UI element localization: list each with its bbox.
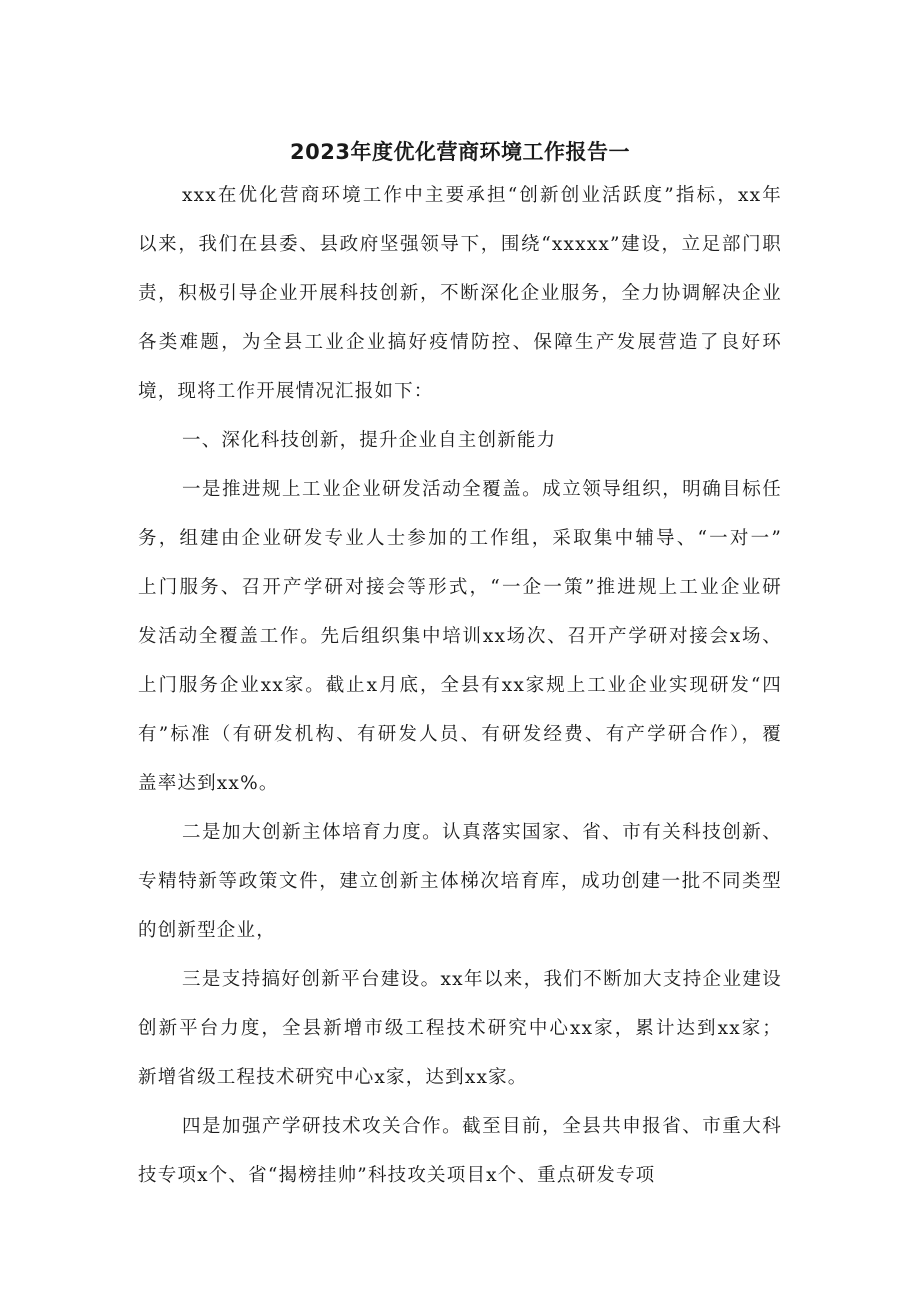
paragraph-line: xxx在优化营商环境工作中主要承担“创新创业活跃度”指标，xx年 — [182, 185, 782, 206]
paragraph-line: 上门服务、召开产学研对接会等形式，“一企一策”推进规上工业企业研 — [138, 577, 782, 598]
paragraph-line: 发活动全覆盖工作。先后组织集中培训xx场次、召开产学研对接会x场、 — [138, 626, 782, 647]
paragraph-line: 盖率达到xx%。 — [138, 773, 279, 794]
paragraph-line: 一是推进规上工业企业研发活动全覆盖。成立领导组织，明确目标任 — [182, 479, 782, 500]
paragraph-line: 的创新型企业， — [138, 920, 276, 941]
paragraph-line: 境，现将工作开展情况汇报如下： — [138, 381, 434, 402]
paragraph-line: 四是加强产学研技术攻关合作。截至目前，全县共申报省、市重大科 — [182, 1116, 782, 1137]
paragraph-line: 务，组建由企业研发专业人士参加的工作组，采取集中辅导、“一对一” — [138, 528, 782, 549]
paragraph-line: 专精特新等政策文件，建立创新主体梯次培育库，成功创建一批不同类型 — [138, 871, 782, 892]
paragraph-line: 新增省级工程技术研究中心x家，达到xx家。 — [138, 1067, 528, 1088]
section-heading: 一、深化科技创新，提升企业自主创新能力 — [182, 430, 557, 451]
paragraph-line: 三是支持搞好创新平台建设。xx年以来，我们不断加大支持企业建设 — [182, 969, 782, 990]
paragraph-line: 责，积极引导企业开展科技创新，不断深化企业服务，全力协调解决企业 — [138, 283, 782, 304]
paragraph-line: 以来，我们在县委、县政府坚强领导下，围绕“xxxxx”建设，立足部门职 — [138, 234, 782, 255]
document-title: 2023年度优化营商环境工作报告一 — [290, 140, 630, 164]
paragraph-line: 有”标准（有研发机构、有研发人员、有研发经费、有产学研合作），覆 — [138, 724, 782, 745]
paragraph-line: 上门服务企业xx家。截止x月底，全县有xx家规上工业企业实现研发“四 — [138, 675, 782, 696]
paragraph-line: 各类难题，为全县工业企业搞好疫情防控、保障生产发展营造了良好环 — [138, 332, 782, 353]
paragraph-line: 技专项x个、省“揭榜挂帅”科技攻关项目x个、重点研发专项 — [138, 1165, 656, 1186]
paragraph-line: 创新平台力度，全县新增市级工程技术研究中心xx家，累计达到xx家； — [138, 1018, 782, 1039]
paragraph-line: 二是加大创新主体培育力度。认真落实国家、省、市有关科技创新、 — [182, 822, 782, 843]
